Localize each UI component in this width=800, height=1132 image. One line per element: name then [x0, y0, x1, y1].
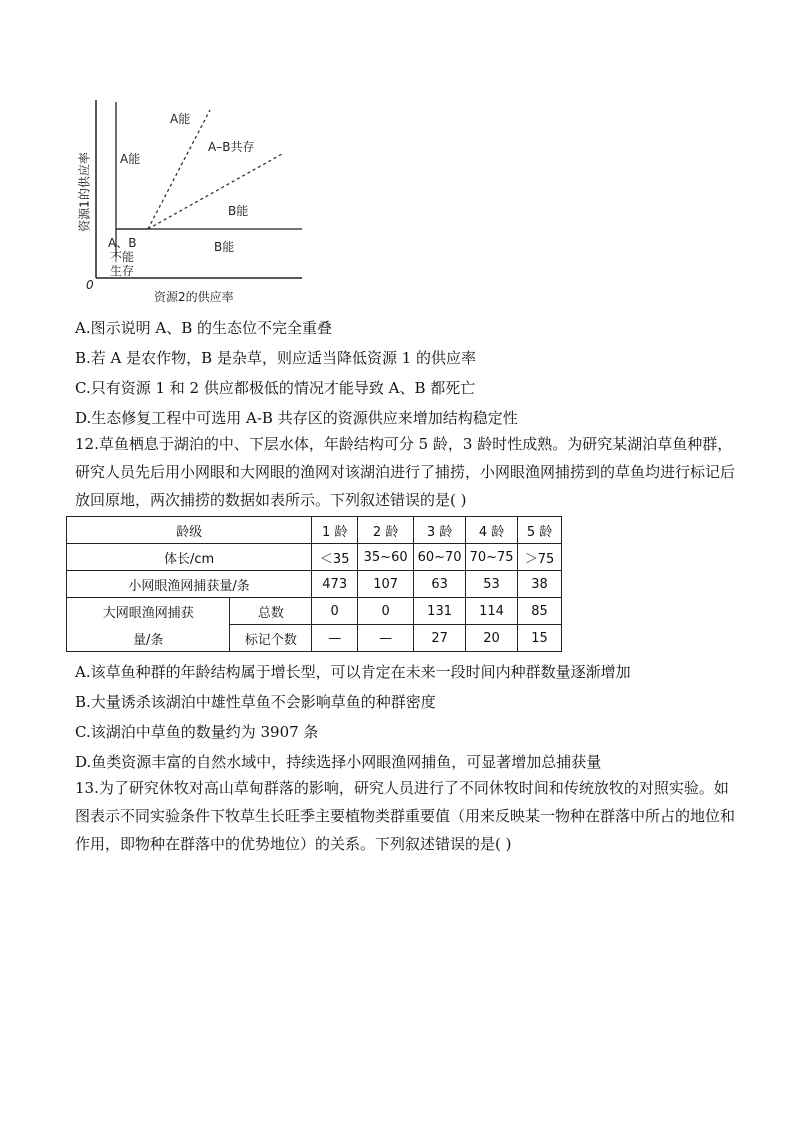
label-a-left: A能	[120, 152, 141, 166]
table-cell: 131	[414, 598, 466, 625]
table-cell: 总数	[230, 598, 312, 625]
q13-stem: 13.为了研究休牧对高山草甸群落的影响，研究人员进行了不同休牧时间和传统放牧的对照实验。如图表示不同实验条件下牧草生长旺季主要植物类群重要值（用来反映某一物种在群落中所占的地位和作用，即物种在群落中的优势地位）的关系。下列叙述错误的是( )	[75, 779, 736, 853]
label-b-bottom: B能	[214, 240, 235, 254]
table-cell: —	[312, 625, 358, 652]
table-row	[67, 571, 562, 598]
table-cell: 3 龄	[414, 517, 466, 544]
q11-option-c: C.只有资源 1 和 2 供应都极低的情况才能导致 A、B 都死亡	[75, 379, 476, 397]
table-cell: 60~70	[414, 544, 466, 571]
table-cell: 53	[466, 571, 518, 598]
table-cell: 63	[414, 571, 466, 598]
table-cell: ＜35	[312, 544, 358, 571]
label-none-2: 不能	[110, 250, 135, 264]
q11-option-a: A.图示说明 A、B 的生态位不完全重叠	[75, 319, 332, 337]
table-cell: 85	[518, 598, 562, 625]
table-cell: 35~60	[358, 544, 414, 571]
table-cell: 114	[466, 598, 518, 625]
table-cell: 小网眼渔网捕获量/条	[67, 571, 312, 598]
q12-stem: 12.草鱼栖息于湖泊的中、下层水体，年龄结构可分 5 龄，3 龄时性成熟。为研究某湖泊草鱼种群，研究人员先后用小网眼和大网眼的渔网对该湖泊进行了捕捞，小网眼渔网捕捞到的草鱼均进行标记后放回原地，两次捕捞的数据如表所示。下列叙述错误的是( )	[75, 435, 736, 509]
table-cell: —	[358, 625, 414, 652]
origin-label: 0	[86, 278, 94, 292]
label-a-top: A能	[170, 112, 191, 126]
q12-data-table	[66, 516, 562, 652]
table-cell: 473	[312, 571, 358, 598]
resource-figure	[70, 92, 310, 307]
q12-option-b: B.大量诱杀该湖泊中雄性草鱼不会影响草鱼的种群密度	[75, 693, 436, 711]
y-axis-label: 资源1的供应率	[77, 152, 92, 232]
q11-option-b: B.若 A 是农作物，B 是杂草，则应适当降低资源 1 的供应率	[75, 349, 477, 367]
dashed-line-upper	[148, 110, 210, 229]
table-row	[67, 517, 562, 544]
x-axis-label: 资源2的供应率	[154, 290, 234, 304]
table-cell: 4 龄	[466, 517, 518, 544]
table-cell: 1 龄	[312, 517, 358, 544]
table-cell: 0	[358, 598, 414, 625]
q11-option-d: D.生态修复工程中可选用 A-B 共存区的资源供应来增加结构稳定性	[75, 409, 518, 427]
label-none-1: A、B	[108, 236, 137, 250]
row4-label-a: 大网眼渔网捕获	[102, 605, 194, 621]
table-cell: 107	[358, 571, 414, 598]
table-cell: 15	[518, 625, 562, 652]
table-cell: 体长/cm	[67, 544, 312, 571]
table-row	[67, 598, 562, 625]
label-b-mid: B能	[228, 204, 249, 218]
q12-option-a: A.该草鱼种群的年龄结构属于增长型，可以肯定在未来一段时间内种群数量逐渐增加	[75, 663, 631, 681]
row4-label-b: 量/条	[133, 632, 164, 648]
table-cell: ＞75	[518, 544, 562, 571]
table-cell: 70~75	[466, 544, 518, 571]
table-cell: 0	[312, 598, 358, 625]
table-cell: 2 龄	[358, 517, 414, 544]
q12-option-c: C.该湖泊中草鱼的数量约为 3907 条	[75, 723, 319, 741]
q12-option-d: D.鱼类资源丰富的自然水域中，持续选择小网眼渔网捕鱼，可显著增加总捕获量	[75, 753, 602, 771]
table-cell: 27	[414, 625, 466, 652]
table-cell: 龄级	[67, 517, 312, 544]
table-cell: 标记个数	[230, 625, 312, 652]
table-cell: 38	[518, 571, 562, 598]
table-cell: 5 龄	[518, 517, 562, 544]
table-row	[67, 544, 562, 571]
label-coexist: A–B共存	[208, 140, 255, 154]
label-none-3: 生存	[110, 264, 135, 278]
table-cell-merged	[67, 598, 230, 652]
table-cell: 20	[466, 625, 518, 652]
